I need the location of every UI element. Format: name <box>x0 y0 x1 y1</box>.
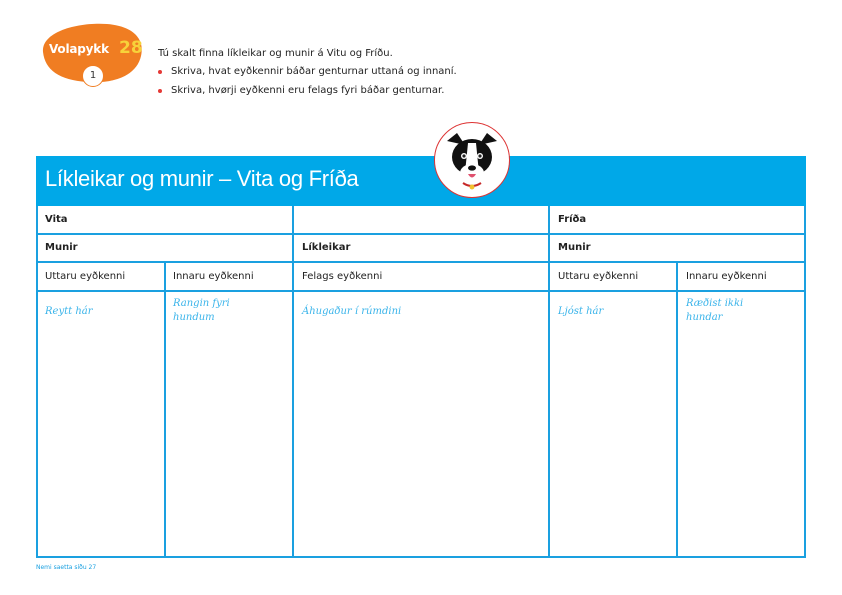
table-header-band <box>36 156 806 206</box>
logo-number: 28 <box>119 38 143 58</box>
row-divider <box>36 290 806 292</box>
dog-illustration <box>434 122 510 198</box>
page-number-badge: 1 <box>82 65 104 87</box>
subheader-felags: Felags eyðkenni <box>302 271 383 282</box>
instruction-item: Skriva, hvørji eyðkenni eru felags fyri báðar genturnar. <box>158 85 457 104</box>
comparison-table <box>36 156 806 558</box>
column-divider <box>292 206 294 558</box>
answer-vita-outer: Reytt hár <box>45 306 93 317</box>
border-right <box>804 206 806 558</box>
subheader-uttaru-frida: Uttaru eyðkenni <box>558 271 639 282</box>
logo-name: Volapykk <box>49 42 109 56</box>
table-grid <box>36 206 806 558</box>
header-munir-left: Munir <box>45 242 78 253</box>
subheader-uttaru-vita: Uttaru eyðkenni <box>45 271 126 282</box>
border-bottom <box>36 556 806 558</box>
subheader-innaru-frida: Innaru eyðkenni <box>686 271 767 282</box>
header-munir-right: Munir <box>558 242 591 253</box>
page-footer: Nemi saetta síðu 27 <box>36 564 97 571</box>
column-divider <box>676 261 678 558</box>
header-vita: Vita <box>45 214 68 225</box>
table-title: Líkleikar og munir – Vita og Fríða <box>45 166 359 191</box>
dog-icon <box>435 123 509 197</box>
answer-frida-inner: Ræðist ikki hundar <box>686 298 744 323</box>
column-divider <box>548 206 550 558</box>
header-likleikar: Líkleikar <box>302 242 351 253</box>
instructions-list <box>158 66 457 104</box>
column-divider <box>164 261 166 558</box>
row-divider <box>36 233 806 235</box>
answer-vita-inner: Rangin fyri hundum <box>173 298 230 323</box>
header-frida: Fríða <box>558 214 587 225</box>
instruction-item: Skriva, hvat eyðkennir báðar genturnar uttaná og innaní. <box>158 66 457 85</box>
border-left <box>36 206 38 558</box>
instructions-intro: Tú skalt finna líkleikar og munir á Vitu og Fríðu. <box>158 48 393 59</box>
answer-common: Áhugaður í rúmdini <box>302 306 402 317</box>
row-divider <box>36 261 806 263</box>
answer-frida-outer: Ljóst hár <box>558 306 604 317</box>
subheader-innaru-vita: Innaru eyðkenni <box>173 271 254 282</box>
